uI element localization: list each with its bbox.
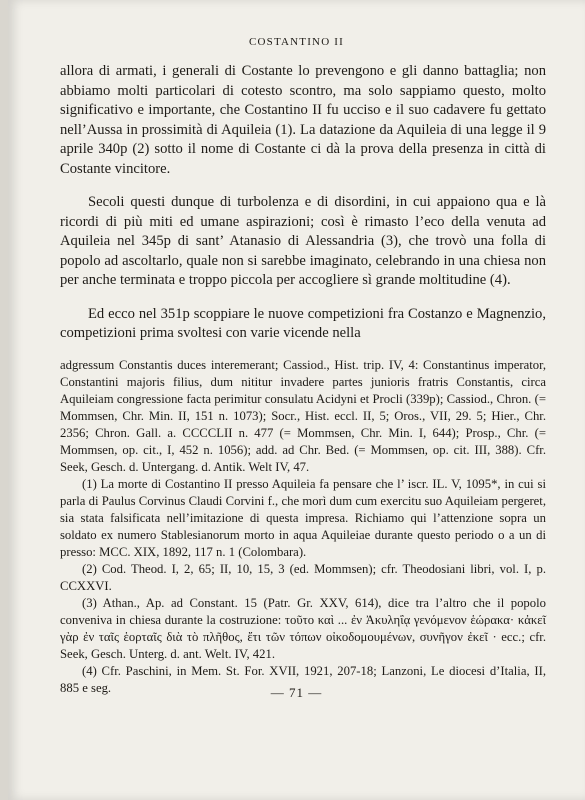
footnotes <box>60 357 546 697</box>
running-header: COSTANTINO II <box>248 36 345 48</box>
paragraph-2: Secoli questi dunque di turbolenza e di disordini, in cui appaiono qua e là ricordi di più miti ed umane aspirazioni; così è rimasto l’eco della venuta ad Aquileia nel 345p di sant’ Atanasio di Alessandria (3), che trovò una folla di popolo ad ascoltarlo, quale non si sarebbe imaginato, celebrando in una chiesa non per anche terminata e troppo piccola per accogliere sì grande moltitudine (4). <box>60 194 546 288</box>
footnote-1: (1) La morte di Costantino II presso Aquileia fa pensare che l’ iscr. IL. V, 1095*, in cui si parla di Paulus Corvinus Claudi Corvini f., che morì dum cum exercitu suo Aquileiam pergeret, sia stata falsificata nell’imitazione di questa impresa. Richiamo qui l’attenzione sopra un soldato ex numero Stablesianorum morto in aqua Aquileiae durante questo periodo o a un di presso: MCC. XIX, 1892, 117 n. 1 (Colombara). <box>60 477 546 559</box>
main-text <box>60 62 546 344</box>
book-page <box>8 0 585 800</box>
paragraph-1: allora di armati, i generali di Costante lo prevengono e gli danno battaglia; non abbiamo molti particolari di cotesto scontro, ma solo sappiamo questo, molto significativo e importante, che Costantino II fu ucciso e il suo cadavere fu gettato nell’Aussa in prossimità di Aquileia (1). La datazione da Aquileia di una legge il 9 aprile 340p (2) sotto il nome di Costante ci dà la prova della presenza in città di Costante vincitore. <box>60 63 546 177</box>
paragraph-3: Ed ecco nel 351p scoppiare le nuove competizioni fra Costanzo e Magnenzio, competizioni prima svoltesi con varie vicende nella <box>60 305 546 341</box>
footnote-continued: adgressum Constantis duces interemerant; Cassiod., Hist. trip. IV, 4: Constantinus imperator, Constantini majoris filius, dum nititur invadere partes junioris fratris Constantis, circa Aquileiam congressione facta perimitur consulatu Acidyni et Procli (339p); Cassiod., Chron. (= Mommsen, Chr. Min. II, 151 n. 1073); Socr., Hist. eccl. II, 5; Oros., VII, 29. 5; Hier., Chr. 2356; Chron. Gall. a. CCCCLII n. 477 (= Mommsen, Chr. Min. I, 644); Prosp., Chr. (= Mommsen, op. cit., I, 452 n. 1056); add. ad Chr. Bed. (= Mommsen, op. cit. III, 388). Cfr. Seek, Gesch. d. Untergang. d. Antik. Welt IV, 47. <box>60 358 546 474</box>
footnote-3: (3) Athan., Ap. ad Constant. 15 (Patr. Gr. XXV, 614), dice tra l’altro che il popolo conveniva in chiesa durante la costruzione: τοῦτο καὶ ... ἐν Ἀκυληΐᾳ γενόμενον ἑώρακα· κἀκεῖ γὰρ ἐν ταῖς ἑορταῖς διὰ τὸ πλῆθος, ἔτι τῶν τόπων οἰκοδομουμένων, συνῆγον ἐκεῖ · ecc.; cfr. Seek, Gesch. Unterg. d. ant. Welt. IV, 421. <box>60 596 546 661</box>
footnote-4: (4) Cfr. Paschini, in Mem. St. For. XVII, 1921, 207-18; Lanzoni, Le diocesi d’Italia, II, 885 e seg. <box>60 664 546 695</box>
footnote-2: (2) Cod. Theod. I, 2, 65; II, 10, 15, 3 (ed. Mommsen); cfr. Theodosiani libri, vol. I, p. CCXXVI. <box>60 562 546 593</box>
page-number: — 71 — <box>270 685 323 700</box>
